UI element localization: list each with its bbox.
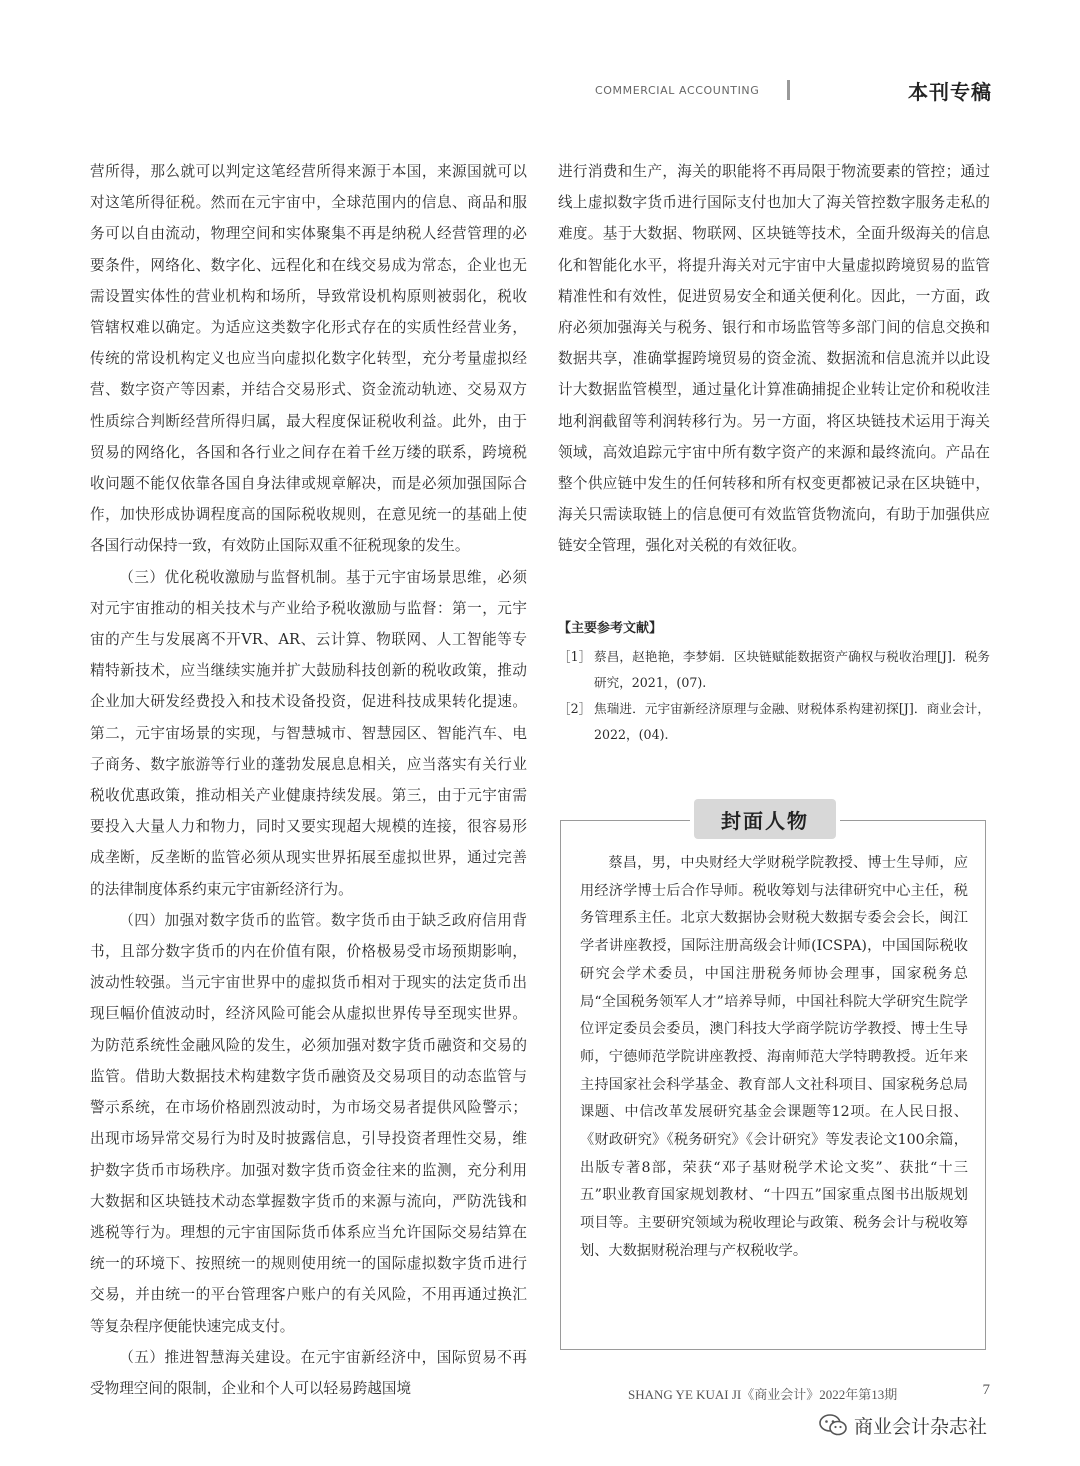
cover-person-title-wrap — [690, 799, 840, 839]
footer-journal: SHANG YE KUAI JI《商业会计》2022年第13期 — [628, 1387, 898, 1402]
watermark — [818, 1410, 987, 1440]
reference-text: 焦瑞进．元宇宙新经济原理与金融、财税体系构建初探[J]．商业会计，2022，(04). — [594, 701, 990, 742]
left-column — [90, 156, 527, 1404]
paragraph: （四）加强对数字货币的监管。数字货币由于缺乏政府信用背书，且部分数字货币的内在价值有限，价格极易受市场预期影响，波动性较强。当元宇宙世界中的虚拟货币相对于现实的法定货币出现巨幅价值波动时，经济风险可能会从虚拟世界传导至现实世界。为防范系统性金融风险的发生，必须加强对数字货币融资和交易的监管。借助大数据技术构建数字货币融资及交易项目的动态监管与警示系统，在市场价格剧烈波动时，为市场交易者提供风险警示；出现市场异常交易行为时及时披露信息，引导投资者理性交易，维护数字货币市场秩序。加强对数字货币资金往来的监测，充分利用大数据和区块链技术动态掌握数字货币的来源与流向，严防洗钱和逃税等行为。理想的元宇宙国际货币体系应当允许国际交易结算在统一的环境下、按照统一的规则使用统一的国际虚拟数字货币进行交易，并由统一的平台管理客户账户的有关风险，不用再通过换汇等复杂程序便能快速完成支付。 — [90, 911, 527, 1335]
page-header — [0, 72, 1080, 112]
publication-name-en: COMMERCIAL ACCOUNTING — [595, 84, 760, 97]
reference-text: 蔡昌，赵艳艳，李梦娟．区块链赋能数据资产确权与税收治理[J]．税务研究，2021，(07). — [594, 649, 990, 690]
reference-item — [558, 644, 990, 696]
section-title: 本刊专稿 — [908, 80, 992, 104]
paragraph: 营所得，那么就可以判定这笔经营所得来源于本国，来源国就可以对这笔所得征税。然而在元宇宙中，全球范围内的信息、商品和服务可以自由流动，物理空间和实体聚集不再是纳税人经营管理的必要条件，网络化、数字化、远程化和在线交易成为常态，企业也无需设置实体性的营业机构和场所，导致常设机构原则被弱化，税收管辖权难以确定。为适应这类数字化形式存在的实质性经营业务，传统的常设机构定义也应当向虚拟化数字化转型，充分考量虚拟经营、数字资产等因素，并结合交易形式、资金流动轨迹、交易双方性质综合判断经营所得归属，最大程度保证税收利益。此外，由于贸易的网络化，各国和各行业之间存在着千丝万缕的联系，跨境税收问题不能仅依靠各国自身法律或规章解决，而是必须加强国际合作，加快形成协调程度高的国际税收规则，在意见统一的基础上使各国行动保持一致，有效防止国际双重不征税现象的发生。 — [90, 163, 527, 555]
page-number: 7 — [982, 1382, 990, 1398]
reference-number: ［1］ — [558, 649, 592, 664]
paragraph: 进行消费和生产，海关的职能将不再局限于物流要素的管控；通过线上虚拟数字货币进行国际支付也加大了海关管控数字服务走私的难度。基于大数据、物联网、区块链等技术，全面升级海关的信息化和智能化水平，将提升海关对元宇宙中大量虚拟跨境贸易的监管精准性和有效性，促进贸易安全和通关便利化。因此，一方面，政府必须加强海关与税务、银行和市场监管等多部门间的信息交换和数据共享，准确掌握跨境贸易的资金流、数据流和信息流并以此设计大数据监管模型，通过量化计算准确捕捉企业转让定价和税收洼地利润截留等利润转移行为。另一方面，将区块链技术运用于海关领域，高效追踪元宇宙中所有数字资产的来源和最终流向。产品在整个供应链中发生的任何转移和所有权变更都被记录在区块链中，海关只需读取链上的信息便可有效监管货物流向，有助于加强供应链安全管理，强化对关税的有效征收。 — [558, 163, 990, 555]
references — [558, 616, 990, 748]
reference-number: ［2］ — [558, 701, 592, 716]
right-column — [558, 156, 990, 562]
reference-item — [558, 696, 990, 748]
wechat-icon — [818, 1412, 848, 1438]
cover-person-bio: 蔡昌，男，中央财经大学财税学院教授、博士生导师，应用经济学博士后合作导师。税收筹划与法律研究中心主任，税务管理系主任。北京大数据协会财税大数据专委会会长，闽江学者讲座教授，国际注册高级会计师(ICSPA)，中国国际税收研究会学术委员，中国注册税务师协会理事，国家税务总局“全国税务领军人才”培养导师，中国社科院大学研究生院学位评定委员会委员，澳门科技大学商学院访学教授、博士生导师，宁德师范学院讲座教授、海南师范大学特聘教授。近年来主持国家社会科学基金、教育部人文社科项目、国家税务总局课题、中信改革发展研究基金会课题等12项。在人民日报、《财政研究》《税务研究》《会计研究》等发表论文100余篇，出版专著8部，荣获“邓子基财税学术论文奖”、获批“十三五”职业教育国家规划教材、“十四五”国家重点图书出版规划项目等。主要研究领域为税收理论与政策、税务会计与税收筹划、大数据财税治理与产权税收学。 — [580, 855, 968, 1259]
references-title: 【主要参考文献】 — [558, 621, 663, 636]
paragraph: （五）推进智慧海关建设。在元宇宙新经济中，国际贸易不再受物理空间的限制，企业和个人可以轻易跨越国境 — [90, 1348, 527, 1397]
cover-person-title: 封面人物 — [694, 799, 836, 839]
page-footer — [628, 1382, 990, 1406]
paragraph: （三）优化税收激励与监督机制。基于元宇宙场景思维，必须对元宇宙推动的相关技术与产业给予税收激励与监督：第一，元宇宙的产生与发展离不开VR、AR、云计算、物联网、人工智能等专精特新技术，应当继续实施并扩大鼓励科技创新的税收政策，推动企业加大研发经费投入和技术设备投资，促进科技成果转化提速。第二，元宇宙场景的实现，与智慧城市、智慧园区、智能汽车、电子商务、数字旅游等行业的蓬勃发展息息相关，应当落实有关行业税收优惠政策，推动相关产业健康持续发展。第三，由于元宇宙需要投入大量人力和物力，同时又要实现超大规模的连接，很容易形成垄断，反垄断的监管必须从现实世界拓展至虚拟世界，通过完善的法律制度体系约束元宇宙新经济行为。 — [90, 568, 527, 898]
header-divider — [787, 80, 790, 100]
watermark-text: 商业会计杂志社 — [854, 1415, 988, 1438]
